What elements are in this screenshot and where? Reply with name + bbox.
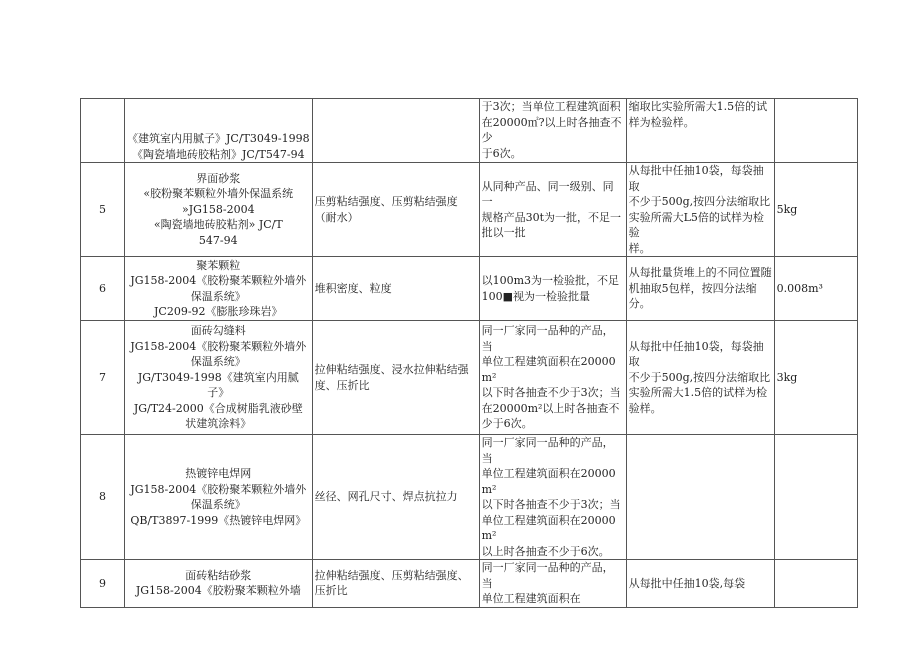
standard-line: QB/T3897-1999《热镀锌电焊网》 bbox=[130, 513, 307, 527]
quantity-cell bbox=[774, 435, 857, 560]
batch-line: 同一厂家同一品种的产品，当 bbox=[481, 436, 614, 465]
sampling-cell bbox=[626, 163, 774, 257]
row-number: 6 bbox=[81, 257, 125, 321]
standard-line: 界面砂浆 bbox=[196, 171, 241, 185]
standard-line: 《建筑室内用腻子》JC/T3049-1998 bbox=[127, 132, 310, 145]
batch-line: 以100m3为一检验批，不足 bbox=[481, 274, 620, 287]
row-number: 5 bbox=[81, 163, 125, 257]
batch-cell bbox=[479, 435, 626, 560]
standard-line: 《陶瓷墙地砖胶粘剂》JC/T547-94 bbox=[132, 147, 305, 161]
standard-line: JG158-2004《胶粉聚苯颗粒外墙外 bbox=[130, 274, 307, 287]
sampling-line: 从每批量货堆上的不同位置随 bbox=[628, 266, 772, 280]
standard-line: 547-94 bbox=[198, 233, 238, 247]
table-row bbox=[81, 560, 858, 608]
standard-line: JG158-2004《胶粉聚苯颗粒外墙外 bbox=[130, 339, 307, 353]
items-cell: 丝径、网孔尺寸、焊点抗拉力 bbox=[312, 435, 479, 560]
inspection-table bbox=[80, 98, 858, 608]
batch-line: 批以一批 bbox=[481, 226, 526, 239]
batch-line: 在20000㎡?以上时各抽查不少 bbox=[481, 115, 622, 144]
quantity-cell: 3kg bbox=[774, 321, 857, 435]
standard-line: «胶粉聚苯颗粒外墙外保温系统 bbox=[143, 187, 294, 201]
standard-line: 聚苯颗粒 bbox=[196, 258, 241, 272]
table-row bbox=[81, 163, 858, 257]
standard-line: 保温系统》 bbox=[190, 498, 246, 511]
standard-line: 子》 bbox=[207, 386, 230, 400]
standard-line: JG/T24-2000《合成树脂乳液砂壁 bbox=[133, 401, 303, 415]
sampling-line: 不少于500g,按四分法缩取比 bbox=[628, 370, 771, 384]
sampling-cell bbox=[626, 99, 774, 163]
table-row bbox=[81, 435, 858, 560]
sampling-cell bbox=[626, 321, 774, 435]
sampling-line: 不少于500g,按四分法缩取比 bbox=[628, 195, 771, 208]
standard-line: »JG158-2004 bbox=[181, 202, 255, 216]
table-row bbox=[81, 321, 858, 435]
standard-line: 面砖粘结砂浆 bbox=[185, 568, 252, 582]
batch-line: 单位工程建筑面积在20000m² bbox=[481, 355, 616, 384]
sampling-line: 样为检验样。 bbox=[628, 115, 695, 129]
standard-line: 热镀锌电焊网 bbox=[185, 467, 252, 480]
batch-line: 同一厂家同一品种的产品，当 bbox=[481, 324, 614, 353]
batch-line: 以下时各抽查不少于3次；当 bbox=[481, 498, 621, 511]
standard-line: JG158-2004《胶粉聚苯颗粒外墙外 bbox=[130, 482, 307, 496]
batch-line: 从同种产品、同一级别、同一 bbox=[481, 179, 614, 208]
items-cell: 拉伸粘结强度、浸水拉伸粘结强度、压折比 bbox=[312, 321, 479, 435]
standards-cell bbox=[125, 99, 313, 163]
items-cell: 压剪粘结强度、压剪粘结强度（耐水） bbox=[312, 163, 479, 257]
items-cell: 堆积密度、粒度 bbox=[312, 257, 479, 321]
batch-line: 单位工程建筑面积在20000m² bbox=[481, 467, 616, 496]
standards-cell bbox=[125, 163, 313, 257]
quantity-cell bbox=[774, 560, 857, 608]
batch-line: 于3次；当单位工程建筑面积 bbox=[481, 100, 621, 113]
quantity-cell: 0.008m³ bbox=[774, 257, 857, 321]
row-number: 7 bbox=[81, 321, 125, 435]
standards-cell bbox=[125, 560, 313, 608]
batch-line: 单位工程建筑面积在 bbox=[481, 592, 581, 605]
batch-line: 在20000m²以上时各抽查不少于6次。 bbox=[481, 401, 620, 431]
sampling-cell bbox=[626, 560, 774, 608]
table-row bbox=[81, 99, 858, 163]
standards-cell bbox=[125, 257, 313, 321]
batch-line: 以上时各抽查不少于6次。 bbox=[481, 544, 610, 558]
sampling-line: 实验所需大1.5倍的试样为检 bbox=[628, 386, 768, 400]
standard-line: 面砖勾缝料 bbox=[190, 324, 246, 338]
batch-cell bbox=[479, 163, 626, 257]
batch-cell bbox=[479, 560, 626, 608]
sampling-line: 验样。 bbox=[628, 401, 662, 415]
table-row bbox=[81, 257, 858, 321]
batch-cell bbox=[479, 321, 626, 435]
quantity-cell bbox=[774, 99, 857, 163]
standard-line: 保温系统》 bbox=[190, 289, 246, 303]
batch-line: 规格产品30t为一批，不足一 bbox=[481, 210, 621, 224]
sampling-line: 实验所需大L5倍的试样为检验 bbox=[628, 210, 764, 239]
standard-line: JG158-2004《胶粉聚苯颗粒外墙 bbox=[135, 584, 301, 598]
document-page bbox=[80, 98, 858, 608]
standards-cell bbox=[125, 435, 313, 560]
quantity-cell: 5kg bbox=[774, 163, 857, 257]
batch-line: 以下时各抽查不少于3次；当 bbox=[481, 386, 621, 400]
standard-line: JC209-92《膨胀珍珠岩》 bbox=[154, 305, 283, 318]
standard-line: «陶瓷墙地砖胶粘剂» JC/T bbox=[153, 218, 283, 232]
sampling-line: 从每批中任抽10袋，每袋抽取 bbox=[628, 164, 764, 193]
standard-line: 保温系统》 bbox=[190, 355, 246, 369]
sampling-line: 机抽取5包样，按四分法缩分。 bbox=[628, 281, 757, 311]
row-number: 9 bbox=[81, 560, 125, 608]
standard-line: 状建筑涂料》 bbox=[185, 417, 252, 431]
sampling-line: 从每批中任抽10袋,每袋 bbox=[628, 576, 746, 590]
batch-line: 同一厂家同一品种的产品，当 bbox=[481, 561, 614, 590]
sampling-line: 样。 bbox=[628, 241, 651, 255]
batch-line: 于6次。 bbox=[481, 146, 522, 160]
items-cell: 拉伸粘结强度、压剪粘结强度、压折比 bbox=[312, 560, 479, 608]
batch-line: 单位工程建筑面积在20000m² bbox=[481, 513, 616, 542]
batch-cell bbox=[479, 99, 626, 163]
batch-line: 100■视为一检验批量 bbox=[481, 289, 590, 303]
sampling-cell bbox=[626, 257, 774, 321]
sampling-line: 从每批中任抽10袋，每袋抽取 bbox=[628, 339, 764, 369]
standards-cell bbox=[125, 321, 313, 435]
batch-cell bbox=[479, 257, 626, 321]
sampling-line: 缩取比实验所需大1.5倍的试 bbox=[628, 100, 768, 113]
row-number bbox=[81, 99, 125, 163]
sampling-cell bbox=[626, 435, 774, 560]
standard-line: JG/T3049-1998《建筑室内用腻 bbox=[137, 370, 299, 384]
items-cell bbox=[312, 99, 479, 163]
row-number: 8 bbox=[81, 435, 125, 560]
